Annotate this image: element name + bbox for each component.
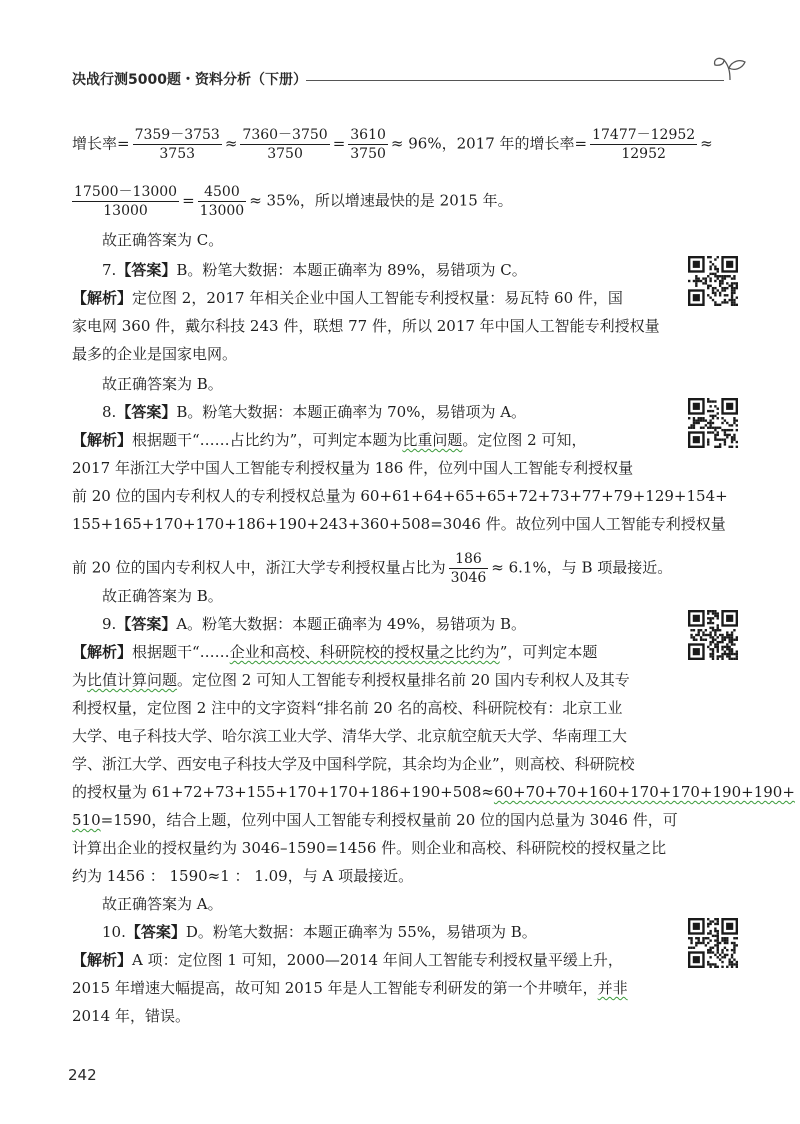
formula-line-2 xyxy=(72,183,513,220)
q8-conclusion: 故正确答案为 B。 xyxy=(102,587,223,605)
q9-analysis-line: 学、浙江大学、西安电子科技大学及中国科学院，其余均为企业”，则高校、科研院校 xyxy=(72,755,635,773)
q8-analysis-line: 2017 年浙江大学中国人工智能专利授权量为 186 件，位列中国人工智能专利授权量 xyxy=(72,459,634,477)
q9-analysis-line: 利授权量，定位图 2 注中的文字资料“排名前 20 名的高校、科研院校有：北京工业 xyxy=(72,699,623,717)
q7-analysis-line: 家电网 360 件，戴尔科技 243 件，联想 77 件，所以 2017 年中国人工智能专利授权量 xyxy=(72,317,660,335)
answer-text: D。粉笔大数据：本题正确率为 55%，易错项为 B。 xyxy=(185,923,537,941)
analysis-text: 的授权量为 61+72+73+155+170+170+186+190+508≈ xyxy=(72,783,494,801)
operator: ≈ xyxy=(224,134,238,153)
denominator: 3750 xyxy=(350,146,386,162)
numerator: 7360－3750 xyxy=(242,127,328,143)
q9-analysis-line: 计算出企业的授权量约为 3046–1590=1456 件。则企业和高校、科研院校的授权量之比 xyxy=(72,839,667,857)
answer-label: 【答案】 xyxy=(116,403,177,421)
q9-answer xyxy=(102,614,526,634)
analysis-text: 。定位图 2 可知， xyxy=(462,431,587,449)
q10-analysis-line: 2014 年，错误。 xyxy=(72,1007,190,1025)
question-number: 9. xyxy=(102,615,117,633)
q9-analysis-line: 约为 1456 ： 1590≈1 ： 1.09，与 A 项最接近。 xyxy=(72,867,414,885)
operator: = xyxy=(332,134,346,153)
sprout-icon xyxy=(712,52,748,82)
fraction xyxy=(72,183,179,220)
formula-text: ≈ 96%，2017 年的增长率= xyxy=(390,134,588,153)
numerator: 3610 xyxy=(350,127,386,143)
analysis-text: 为 xyxy=(72,671,88,689)
denominator: 13000 xyxy=(103,203,148,219)
analysis-text: 。定位图 2 可知人工智能专利授权量排名前 20 国内专利权人及其专 xyxy=(177,671,630,689)
q8-answer xyxy=(102,402,526,422)
q9-analysis-line xyxy=(72,670,630,690)
fraction xyxy=(590,126,697,163)
fraction xyxy=(133,126,222,163)
analysis-text: ≈ 6.1%，与 B 项最接近。 xyxy=(491,558,673,577)
q7-answer xyxy=(102,260,527,280)
operator: ≈ xyxy=(700,134,713,153)
keyword-highlight: 60+70+70+160+170+170+190+190+ xyxy=(493,783,795,801)
keyword-highlight: 比值计算问题 xyxy=(87,671,178,689)
answer-label: 【答案】 xyxy=(116,261,177,279)
answer-text: A。粉笔大数据：本题正确率为 49%，易错项为 B。 xyxy=(176,615,527,633)
qr-code-q10[interactable] xyxy=(688,918,738,968)
analysis-label: 【解析】 xyxy=(72,431,133,449)
formula-prefix: 增长率= xyxy=(72,134,130,153)
analysis-label: 【解析】 xyxy=(72,951,133,969)
keyword-highlight: 并非 xyxy=(597,979,628,997)
q7-conclusion: 故正确答案为 B。 xyxy=(102,375,223,393)
q8-analysis-line: 前 20 位的国内专利权人的专利授权总量为 60+61+64+65+65+72+73+77+79+129+154+ xyxy=(72,487,728,505)
fraction xyxy=(449,550,489,587)
q9-analysis-line: 大学、电子科技大学、哈尔滨工业大学、清华大学、北京航空航天大学、华南理工大 xyxy=(72,727,628,745)
q6-conclusion: 故正确答案为 C。 xyxy=(102,231,224,249)
running-header xyxy=(72,66,732,96)
q10-analysis-line xyxy=(72,950,623,970)
q7-analysis-line: 最多的企业是国家电网。 xyxy=(72,345,238,363)
fraction xyxy=(198,183,247,220)
qr-code-q8[interactable] xyxy=(688,398,738,448)
qr-code-q7[interactable] xyxy=(688,256,738,306)
q8-analysis-line: 155+165+170+170+186+190+243+360+508=3046 件。故位列中国人工智能专利授权量 xyxy=(72,515,726,533)
q10-analysis-line xyxy=(72,978,628,998)
q8-analysis-line xyxy=(72,430,586,450)
denominator: 12952 xyxy=(621,146,666,162)
analysis-label: 【解析】 xyxy=(72,289,133,307)
analysis-text: 定位图 2，2017 年相关企业中国人工智能专利授权量：易瓦特 60 件，国 xyxy=(132,289,623,307)
q9-conclusion: 故正确答案为 A。 xyxy=(102,895,223,913)
page-number: 242 xyxy=(68,1066,97,1084)
q9-analysis-line xyxy=(72,810,678,830)
q7-analysis-line xyxy=(72,288,623,308)
question-number: 8. xyxy=(102,403,117,421)
keyword-highlight: 企业和高校、科研院校的授权量之比约为 xyxy=(229,643,500,661)
analysis-label: 【解析】 xyxy=(72,643,133,661)
q9-analysis-line xyxy=(72,642,597,662)
numerator: 7359－3753 xyxy=(134,127,220,143)
question-number: 7. xyxy=(102,261,117,279)
denominator: 3753 xyxy=(159,146,196,162)
analysis-text: 前 20 位的国内专利权人中，浙江大学专利授权量占比为 xyxy=(72,558,446,577)
header-rule xyxy=(306,80,724,81)
numerator: 186 xyxy=(449,550,489,569)
operator: = xyxy=(182,191,195,210)
denominator: 3750 xyxy=(267,146,303,162)
numerator: 4500 xyxy=(198,183,247,202)
book-title: 决战行测5000题・资料分析（下册） xyxy=(72,72,307,88)
answer-text: B。粉笔大数据：本题正确率为 70%，易错项为 A。 xyxy=(176,403,527,421)
numerator: 17477－12952 xyxy=(592,127,696,143)
keyword-highlight: 比重问题 xyxy=(402,431,463,449)
analysis-text: =1590，结合上题，位列中国人工智能专利授权量前 20 位的国内总量为 3046 件，可 xyxy=(100,811,678,829)
fraction xyxy=(348,126,388,163)
fraction xyxy=(240,126,329,163)
keyword-highlight: 510 xyxy=(72,811,101,829)
analysis-text: 根据题干“…… xyxy=(132,643,230,661)
qr-code-q9[interactable] xyxy=(688,610,738,660)
answer-label: 【答案】 xyxy=(116,615,177,633)
q8-analysis-line xyxy=(72,550,672,587)
formula-text: ≈ 35%，所以增速最快的是 2015 年。 xyxy=(249,191,513,210)
q9-analysis-line xyxy=(72,782,795,802)
q10-answer xyxy=(102,922,537,942)
question-number: 10. xyxy=(102,923,126,941)
denominator: 13000 xyxy=(199,203,245,219)
answer-text: B。粉笔大数据：本题正确率为 89%，易错项为 C。 xyxy=(176,261,527,279)
analysis-text: 根据题干“……占比约为”，可判定本题为 xyxy=(132,431,403,449)
analysis-text: A 项：定位图 1 可知，2000—2014 年间人工智能专利授权量平缓上升， xyxy=(132,951,623,969)
analysis-text: 2015 年增速大幅提高，故可知 2015 年是人工智能专利研发的第一个井喷年， xyxy=(72,979,598,997)
denominator: 3046 xyxy=(450,570,487,586)
numerator: 17500－13000 xyxy=(74,184,178,200)
analysis-text: ”，可判定本题 xyxy=(499,643,598,661)
answer-label: 【答案】 xyxy=(125,923,186,941)
formula-line-1 xyxy=(72,126,713,163)
